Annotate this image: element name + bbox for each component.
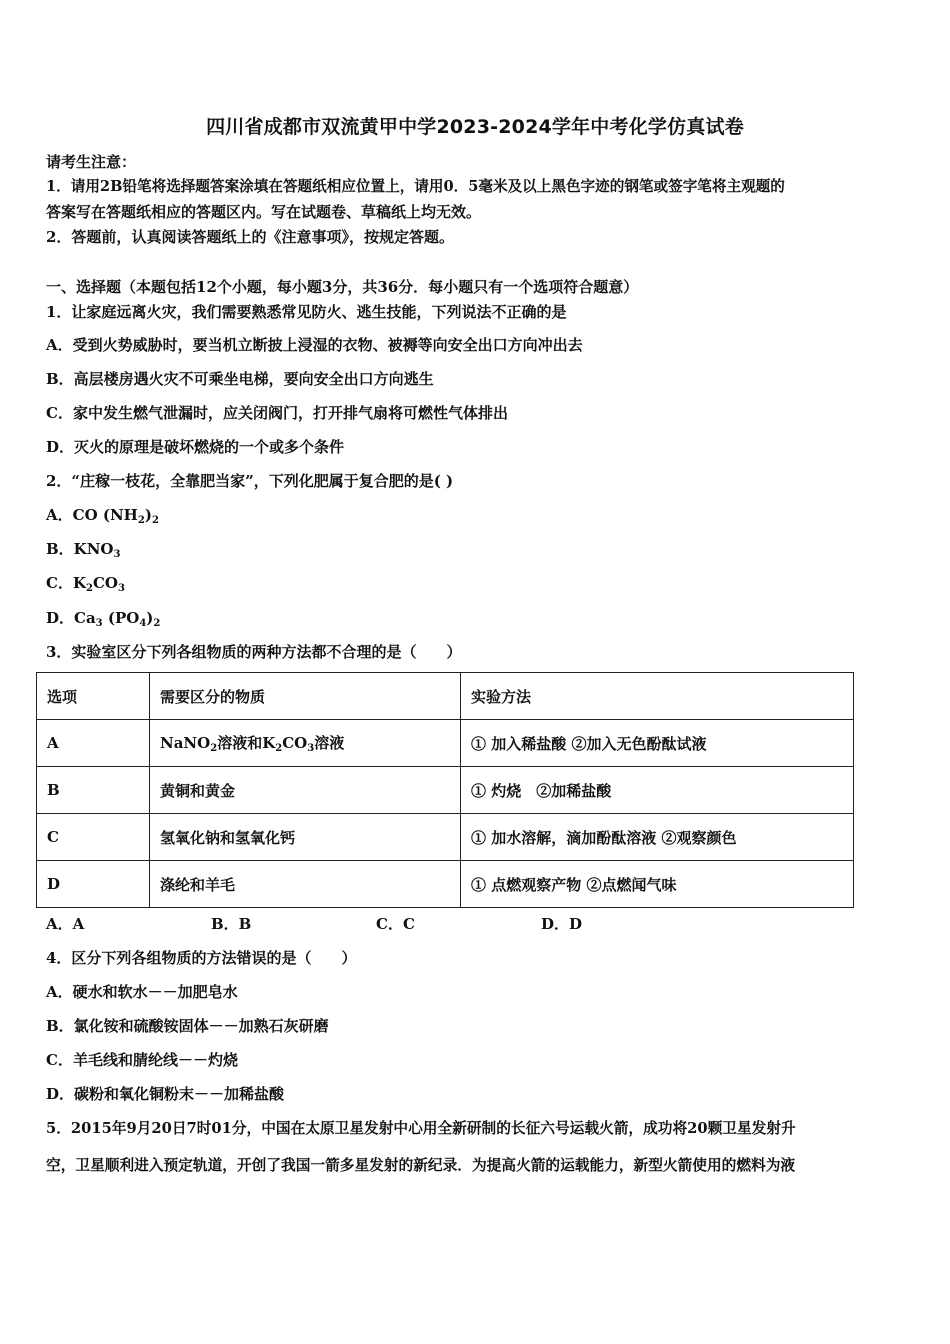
q5-line-1: 5．2015年9月20日7时01分，中国在太原卫星发射中心用全新研制的长征六号运载火箭，成功将20颗卫星发射升	[46, 1120, 796, 1137]
q1-stem: 1．让家庭远离火灾，我们需要熟悉常见防火、逃生技能，下列说法不正确的是	[46, 303, 567, 321]
q1-option-b: B．高层楼房遇火灾不可乘坐电梯，要向安全出口方向逃生	[46, 370, 434, 388]
q3-stem: 3．实验室区分下列各组物质的两种方法都不合理的是（ ）	[46, 643, 462, 661]
table-cell-substance: 涤纶和羊毛	[150, 861, 461, 908]
section-heading: 一、选择题（本题包括12个小题，每小题3分，共36分．每小题只有一个选项符合题意）	[46, 278, 639, 296]
table-header-row	[37, 673, 854, 720]
q1-option-c: C．家中发生燃气泄漏时，应关闭阀门，打开排气扇将可燃性气体排出	[46, 404, 508, 422]
q3-answer-d: D．D	[541, 915, 583, 933]
table-cell-option: B	[37, 767, 150, 814]
table-cell-method: ① 灼烧 ②加稀盐酸	[461, 767, 854, 814]
table-cell-option: D	[37, 861, 150, 908]
notice-line-1b: 答案写在答题纸相应的答题区内。写在试题卷、草稿纸上均无效。	[46, 203, 482, 221]
table-header-cell: 选项	[37, 673, 150, 720]
q2-option-d: D．$Ca_3$ $(PO_4)_2$	[46, 609, 161, 629]
table-cell-method: ① 加水溶解，滴加酚酞溶液 ②观察颜色	[461, 814, 854, 861]
notice-line-1a: 1．请用2B铅笔将选择题答案涂填在答题纸相应位置上，请用0．5毫米及以上黑色字迹的钢笔或签字笔将主观题的	[46, 178, 785, 195]
q1-option-a: A．受到火势威胁时，要当机立断披上浸湿的衣物、被褥等向安全出口方向冲出去	[46, 336, 583, 354]
table-row	[37, 720, 854, 767]
q2-option-b: B．$KNO_3$	[46, 540, 121, 560]
table-cell-option: C	[37, 814, 150, 861]
q2-option-a: A．CO $(NH_2)_2$	[46, 506, 159, 526]
table-cell-substance: 黄铜和黄金	[150, 767, 461, 814]
table-cell-substance: 氢氧化钠和氢氧化钙	[150, 814, 461, 861]
table-cell-method: ① 点燃观察产物 ②点燃闻气味	[461, 861, 854, 908]
table-row	[37, 814, 854, 861]
q5-line-2: 空，卫星顺利进入预定轨道，开创了我国一箭多星发射的新纪录．为提高火箭的运载能力，新型火箭使用的燃料为液	[46, 1157, 796, 1174]
q3-table	[36, 672, 854, 908]
table-row	[37, 861, 854, 908]
q4-option-a: A．硬水和软水－－加肥皂水	[46, 983, 238, 1001]
page-title: 四川省成都市双流黄甲中学2023-2024学年中考化学仿真试卷	[206, 116, 744, 138]
q2-stem: 2．“庄稼一枝花，全靠肥当家”，下列化肥属于复合肥的是( )	[46, 472, 454, 490]
table-cell-option: A	[37, 720, 150, 767]
table-cell-substance: NaNO$_2$溶液和$K_2CO_3$溶液	[150, 720, 461, 767]
table-cell-method: ① 加入稀盐酸 ②加入无色酚酞试液	[461, 720, 854, 767]
table-row	[37, 767, 854, 814]
q1-option-d: D．灭火的原理是破坏燃烧的一个或多个条件	[46, 438, 345, 456]
table-header-cell: 需要区分的物质	[150, 673, 461, 720]
q3-answer-b: B．B	[211, 915, 252, 933]
notice-heading: 请考生注意：	[46, 153, 137, 171]
q4-option-d: D．碳粉和氧化铜粉末－－加稀盐酸	[46, 1085, 285, 1103]
q2-option-c: C．$K_2CO_3$	[46, 574, 125, 594]
q4-stem: 4．区分下列各组物质的方法错误的是（ ）	[46, 949, 357, 967]
q3-answer-a: A．A	[46, 915, 85, 933]
table-header-cell: 实验方法	[461, 673, 854, 720]
notice-line-2: 2．答题前，认真阅读答题纸上的《注意事项》，按规定答题。	[46, 228, 454, 246]
q4-option-b: B．氯化铵和硫酸铵固体－－加熟石灰研磨	[46, 1017, 329, 1035]
q3-answer-c: C．C	[376, 915, 415, 933]
q4-option-c: C．羊毛线和腈纶线－－灼烧	[46, 1051, 238, 1069]
